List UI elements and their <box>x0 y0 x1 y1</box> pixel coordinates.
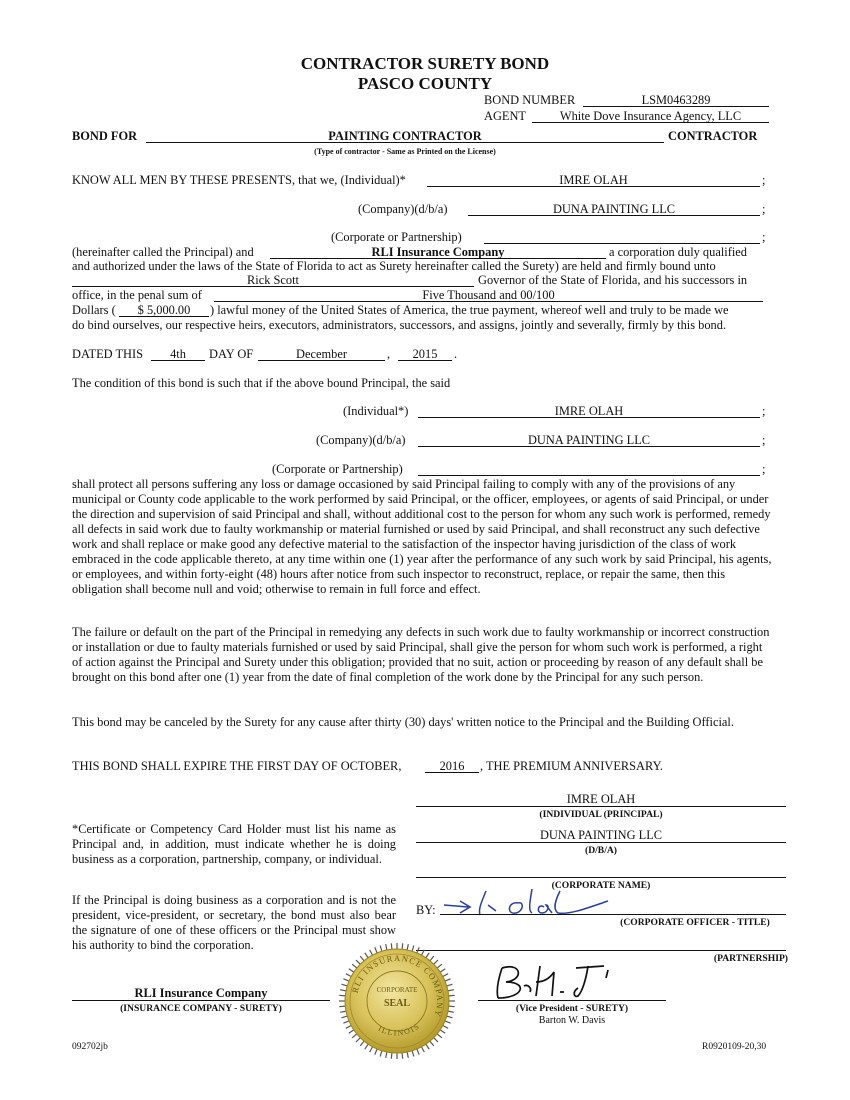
seal-tooth <box>430 956 434 961</box>
expire-year-field: 2016 <box>425 759 479 773</box>
principal-name: IMRE OLAH <box>566 792 636 806</box>
seal-tooth <box>356 960 360 964</box>
office-text: office, in the penal sum of <box>72 288 202 302</box>
seal-tooth <box>430 1041 434 1046</box>
dollars-amount-field: $ 5,000.00 <box>119 303 209 317</box>
lawful-money-text: ) lawful money of the United States of America, the true payment, whereof well and truly to be made we <box>210 303 729 317</box>
hereinafter-text: (hereinafter called the Principal) and <box>72 245 254 259</box>
seal-ring-text: RLI INSURANCE COMPANY <box>349 952 446 1019</box>
county-title: PASCO COUNTY <box>357 74 493 93</box>
seal-tooth <box>339 995 345 996</box>
corporate-field <box>484 230 760 244</box>
seal-tooth <box>340 1011 346 1012</box>
corporate-seal <box>336 940 458 1062</box>
semicolon: ; <box>762 462 766 476</box>
type-caption: (Type of contractor - Same as Printed on the License) <box>314 147 496 156</box>
condition-paragraph-1: shall protect all persons suffering any loss or damage occasioned by said Principal failing to comply with any of the provisions of any municipal or County code applicable to the work performed by said Principal, or the officer, employees, or agents of said Principal, or under the direction and supervision of said Principal and shall, without additional cost to the person for whom any such work is performed, remedy all defects in said work due to faulty workmanship or material furnished or used by said Principal, and shall reconstruct any such defective work and shall replace or make good any defective material to the satisfaction of the inspector having jurisdiction of the class of work embraced in the code applicable thereto, at any time within one (1) year after the performance of any such work by said Principal, his agents, or employees, and within forty-eight (48) hours after notice from such inspector to reconstruct, replace, or repair the same, then this obligation shall become null and void; otherwise to remain in full force and effect. <box>72 477 772 596</box>
surety-name: RLI Insurance Company <box>134 986 268 1000</box>
semicolon: ; <box>762 173 766 187</box>
condition-company-field: DUNA PAINTING LLC <box>418 433 760 447</box>
seal-tooth <box>434 1038 438 1042</box>
seal-tooth <box>349 969 354 972</box>
expire-text: THIS BOND SHALL EXPIRE THE FIRST DAY OF OCTOBER, <box>72 759 402 773</box>
bond-number-value: LSM0463289 <box>583 93 769 107</box>
bond-number-label: BOND NUMBER <box>484 93 576 107</box>
by-label: BY: <box>416 903 436 917</box>
individual-field: IMRE OLAH <box>427 173 760 187</box>
seal-tooth <box>445 979 451 981</box>
seal-tooth <box>422 950 425 955</box>
seal-tooth <box>365 953 368 958</box>
vp-caption: (Vice President - SURETY) <box>515 1003 629 1014</box>
seal-tooth <box>426 953 429 958</box>
seal-tooth <box>343 979 349 981</box>
seal-tooth <box>417 1049 419 1055</box>
dba-caption: (D/B/A) <box>585 845 617 856</box>
seal-tooth <box>443 1026 448 1029</box>
dated-period: . <box>454 347 458 361</box>
governor-field: Rick Scott <box>72 273 474 287</box>
seal-tooth <box>386 944 387 950</box>
seal-tooth <box>356 1038 360 1042</box>
seal-tooth <box>360 1041 364 1046</box>
seal-corporate-text: CORPORATE <box>376 986 418 994</box>
document-title: CONTRACTOR SURETY BOND <box>300 54 550 73</box>
seal-tooth <box>346 1026 351 1029</box>
seal-tooth <box>391 1053 392 1059</box>
condition-corporate-label: (Corporate or Partnership) <box>272 462 403 476</box>
partnership-caption: (PARTNERSHIP) <box>713 953 788 964</box>
governor-text: Governor of the State of Florida, and his successors in <box>478 273 748 287</box>
seal-tooth <box>440 1030 445 1033</box>
seal-tooth <box>341 984 347 986</box>
penal-sum-field: Five Thousand and 00/100 <box>214 288 763 302</box>
surety-field: RLI Insurance Company <box>270 245 606 259</box>
corporate-officer-caption: (CORPORATE OFFICER - TITLE) <box>620 917 770 928</box>
surety-caption: (INSURANCE COMPANY - SURETY) <box>120 1003 282 1014</box>
vp-signature <box>488 958 628 1002</box>
seal-tooth <box>346 974 351 977</box>
corporate-label: (Corporate or Partnership) <box>331 230 462 244</box>
seal-tooth <box>434 960 438 964</box>
seal-tooth <box>417 947 419 953</box>
seal-tooth <box>448 990 454 991</box>
seal-tooth <box>391 943 392 949</box>
seal-tooth <box>352 1034 357 1038</box>
condition-individual-label: (Individual*) <box>343 404 409 418</box>
seal-tooth <box>386 1052 387 1058</box>
seal-tooth <box>412 1051 414 1057</box>
condition-corporate-field <box>418 462 760 476</box>
corporate-name-caption: (CORPORATE NAME) <box>551 880 651 891</box>
seal-tooth <box>437 964 442 968</box>
dba-name: DUNA PAINTING LLC <box>539 828 663 842</box>
form-number-right: R0920109-20,30 <box>702 1042 767 1052</box>
seal-tooth <box>380 1051 382 1057</box>
seal-tooth <box>437 1034 442 1038</box>
seal-tooth <box>365 1044 368 1049</box>
semicolon: ; <box>762 433 766 447</box>
seal-tooth <box>448 1011 454 1012</box>
authorized-text: and authorized under the laws of the State of Florida to act as Surety hereinafter called the Surety) are held and firmly bound unto <box>72 259 716 273</box>
seal-tooth <box>343 1021 349 1023</box>
semicolon: ; <box>762 230 766 244</box>
day-of-label: DAY OF <box>209 347 254 361</box>
dated-year-field: 2015 <box>398 347 452 361</box>
dated-month-field: December <box>258 347 385 361</box>
seal-tooth <box>402 943 403 949</box>
form-number-left: 092702jb <box>72 1042 108 1052</box>
principal-caption: (INDIVIDUAL (PRINCIPAL) <box>539 809 663 820</box>
company-label: (Company)(d/b/a) <box>358 202 448 216</box>
seal-tooth <box>440 969 445 972</box>
bond-for-label: BOND FOR <box>72 129 138 143</box>
condition-paragraph-2: The failure or default on the part of the Principal in remedying any defects in such work due to faulty workmanship or incorrect construction or installation or due to faulty materials furnished or used by said Principal, shall give the person for whom such work is performed, a right of action against the Principal and Surety under this obligation; provided that no suit, action or proceeding by reason of any default shall be brought on this bond after one (1) year from the date of final completion of the work done by the Principal for any such person. <box>72 625 770 684</box>
condition-paragraph-3: This bond may be canceled by the Surety for any cause after thirty (30) days' written notice to the Principal and the Building Official. <box>72 715 734 729</box>
seal-tooth <box>407 944 408 950</box>
principal-signature <box>440 883 620 923</box>
dated-comma: , <box>387 347 391 361</box>
dollars-label: Dollars ( <box>72 303 116 317</box>
know-all-text: KNOW ALL MEN BY THESE PRESENTS, that we, (Individual)* <box>72 173 406 187</box>
seal-tooth <box>341 1016 347 1018</box>
expire-tail: , THE PREMIUM ANNIVERSARY. <box>480 759 664 773</box>
seal-tooth <box>443 974 448 977</box>
corp-qualified-text: a corporation duly qualified <box>609 245 747 259</box>
seal-state-text: ILLINOIS <box>376 1021 422 1038</box>
seal-tooth <box>407 1052 408 1058</box>
seal-tooth <box>360 956 364 961</box>
seal-tooth <box>370 1047 373 1052</box>
seal-tooth <box>449 995 455 996</box>
contractor-type-value: PAINTING CONTRACTOR <box>146 129 664 143</box>
vp-name: Barton W. Davis <box>538 1015 606 1026</box>
seal-tooth <box>422 1047 425 1052</box>
contractor-label: CONTRACTOR <box>668 129 758 143</box>
seal-tooth <box>445 1021 451 1023</box>
semicolon: ; <box>762 202 766 216</box>
condition-individual-field: IMRE OLAH <box>418 404 760 418</box>
seal-tooth <box>370 950 373 955</box>
note-corporation: If the Principal is doing business as a corporation and is not the president, vice-president, or secretary, the bond must also bear the signature of one of these officers or the Principal must show his authority to bind the corporation. <box>72 893 396 952</box>
seal-tooth <box>447 1016 453 1018</box>
seal-tooth <box>352 964 357 968</box>
note-certificate-holder: *Certificate or Competency Card Holder must list his name as Principal and, in addition, must indicate whether he is doing business as a corporation, partnership, company, or individual. <box>72 822 396 866</box>
bind-text: do bind ourselves, our respective heirs, executors, administrators, successors, and assigns, jointly and severally, firmly by this bond. <box>72 318 727 332</box>
seal-tooth <box>380 945 382 951</box>
dated-day-field: 4th <box>151 347 205 361</box>
dated-label: DATED THIS <box>72 347 144 361</box>
company-field: DUNA PAINTING LLC <box>468 202 760 216</box>
seal-tooth <box>375 1049 377 1055</box>
semicolon: ; <box>762 404 766 418</box>
seal-tooth <box>349 1030 354 1033</box>
seal-tooth <box>426 1044 429 1049</box>
seal-tooth <box>339 1006 345 1007</box>
seal-tooth <box>449 1006 455 1007</box>
condition-intro: The condition of this bond is such that if the above bound Principal, the said <box>72 376 451 390</box>
seal-tooth <box>402 1053 403 1059</box>
seal-tooth <box>412 945 414 951</box>
agent-value: White Dove Insurance Agency, LLC <box>532 109 769 123</box>
seal-tooth <box>375 947 377 953</box>
seal-label-text: SEAL <box>383 998 411 1009</box>
seal-tooth <box>340 990 346 991</box>
seal-tooth <box>447 984 453 986</box>
condition-company-label: (Company)(d/b/a) <box>316 433 406 447</box>
agent-label: AGENT <box>484 109 526 123</box>
